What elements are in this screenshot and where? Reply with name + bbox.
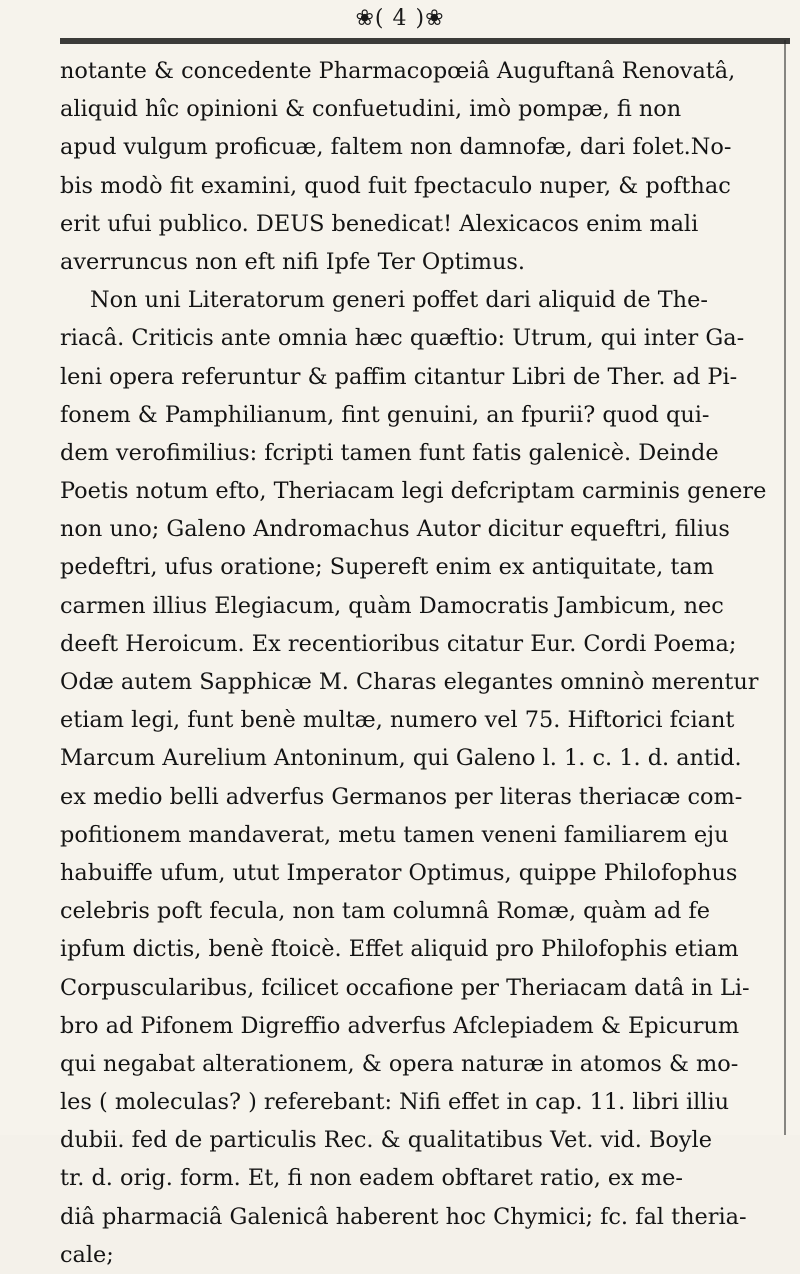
text-line: pedeftri, ufus oratione; Supereft enim ex antiquitate, tam (60, 554, 714, 581)
text-line: pofitionem mandaverat, metu tamen veneni familiarem eju (60, 821, 729, 848)
text-line: carmen illius Elegiacum, quàm Damocratis Jambicum, nec (60, 592, 724, 619)
text-line: Non uni Literatorum generi poffet dari aliquid de The- (90, 287, 708, 314)
text-line: ipfum dictis, benè ftoicè. Effet aliquid pro Philofophis etiam (60, 936, 739, 963)
text-line: Poetis notum efto, Theriacam legi defcriptam carminis genere (60, 478, 767, 505)
text-line: apud vulgum proficuæ, faltem non damnofæ, dari folet.No- (60, 134, 732, 161)
text-line: Corpuscularibus, fcilicet occafione per Theriacam datâ in Li- (60, 974, 750, 1001)
text-line: ex medio belli adverfus Germanos per literas theriacæ com- (60, 783, 743, 810)
text-line: les ( moleculas? ) referebant: Nifi effet in cap. 11. libri illiu (60, 1089, 730, 1116)
body-text (60, 52, 790, 1274)
text-line: dubii. fed de particulis Rec. & qualitatibus Vet. vid. Boyle (60, 1127, 712, 1154)
text-line: erit ufui publico. DEUS benedicat! Alexicacos enim mali (60, 210, 699, 237)
text-line: averruncus non eft nifi Ipfe Ter Optimus. (60, 248, 525, 275)
text-line: bro ad Pifonem Digreffio adverfus Afclepiadem & Epicurum (60, 1012, 740, 1039)
text-line: bis modò fit examini, quod fuit fpectaculo nuper, & pofthac (60, 172, 731, 199)
page-number-header: ❀( 4 )❀ (355, 6, 445, 31)
text-line: tr. d. orig. form. Et, fi non eadem obftaret ratio, ex me- (60, 1165, 683, 1192)
text-line: deeft Heroicum. Ex recentioribus citatur Eur. Cordi Poema; (60, 630, 737, 657)
text-line: notante & concedente Pharmacopœiâ Auguftanâ Renovatâ, (60, 58, 736, 84)
text-line: riacâ. Criticis ante omnia hæc quæftio: Utrum, qui inter Ga- (60, 325, 745, 352)
text-line: celebris poft fecula, non tam columnâ Romæ, quàm ad fe (60, 898, 710, 925)
text-line: aliquid hîc opinioni & confuetudini, imò pompæ, fi non (60, 96, 682, 123)
text-line: diâ pharmaciâ Galenicâ haberent hoc Chymici; fc. fal theria- (60, 1203, 747, 1230)
text-line: leni opera referuntur & paffim citantur Libri de Ther. ad Pi- (60, 363, 738, 390)
text-line: habuiffe ufum, utut Imperator Optimus, quippe Philofophus (60, 859, 738, 886)
text-line: cale; (60, 1241, 114, 1268)
text-line: dem verofimilius: fcripti tamen funt fatis galenicè. Deinde (60, 439, 719, 466)
text-line: non uno; Galeno Andromachus Autor dicitur equeftri, filius (60, 516, 730, 543)
text-line: Marcum Aurelium Antoninum, qui Galeno l. 1. c. 1. d. antid. (60, 745, 742, 772)
text-line: qui negabat alterationem, & opera naturæ in atomos & mo- (60, 1050, 739, 1077)
text-line: fonem & Pamphilianum, fint genuini, an fpurii? quod qui- (60, 401, 710, 428)
text-line: Odæ autem Sapphicæ M. Charas elegantes omninò merentur (60, 669, 759, 695)
text-line: etiam legi, funt benè multæ, numero vel 75. Hiftorici fciant (60, 707, 735, 734)
header-rule (60, 38, 790, 44)
